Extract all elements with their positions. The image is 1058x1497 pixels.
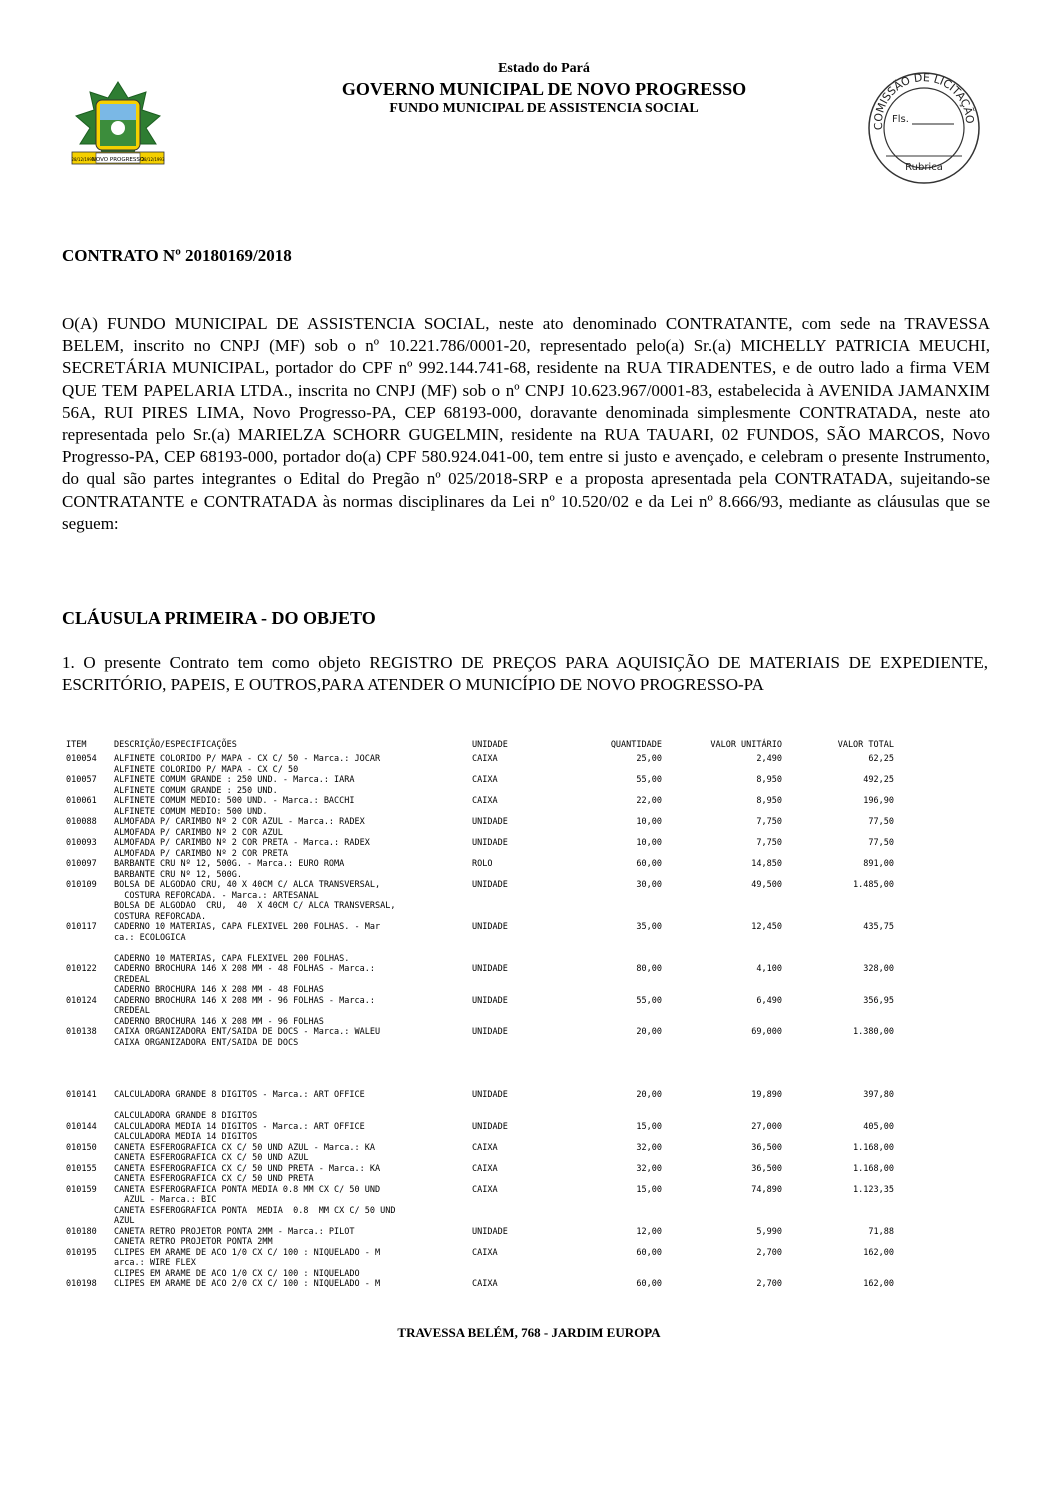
description-line: AZUL - Marca.: BIC — [114, 1195, 217, 1205]
row-item-code: 010088 — [66, 817, 97, 827]
row-unit: CAIXA — [472, 1163, 498, 1174]
row-description — [114, 1248, 474, 1280]
row-item-code: 010159 — [66, 1184, 97, 1195]
row-description — [114, 1090, 474, 1122]
svg-text:Fls.: Fls. — [892, 114, 909, 125]
row-total-value: 196,90 — [863, 796, 894, 806]
row-description — [114, 838, 474, 859]
row-unit: UNIDADE — [472, 817, 508, 827]
row-quantity: 60,00 — [636, 859, 662, 869]
row-unit-value: 49,500 — [751, 880, 782, 890]
row-unit-value: 7,750 — [756, 838, 782, 848]
header-item: ITEM — [66, 740, 87, 750]
description-line: ALFINETE COMUM MEDIO: 500 UND. - Marca.: BACCHI — [114, 796, 355, 806]
table-row — [60, 796, 900, 817]
row-description — [114, 817, 474, 838]
description-line: CREDEAL — [114, 974, 150, 985]
row-quantity: 60,00 — [636, 1247, 662, 1258]
header-fund: FUNDO MUNICIPAL DE ASSISTENCIA SOCIAL — [389, 101, 699, 116]
row-unit: ROLO — [472, 859, 493, 869]
row-unit-value: 6,490 — [756, 995, 782, 1006]
description-line: COSTURA REFORCADA. - Marca.: ARTESANAL — [114, 890, 319, 901]
row-description — [114, 996, 474, 1028]
row-item-code: 010198 — [66, 1279, 97, 1289]
table-row — [60, 996, 900, 1028]
description-line: arca.: WIRE FLEX — [114, 1258, 196, 1268]
row-quantity: 55,00 — [636, 775, 662, 785]
row-item-code: 010195 — [66, 1247, 97, 1258]
clause-one-title: CLÁUSULA PRIMEIRA - DO OBJETO — [62, 608, 376, 628]
row-quantity: 20,00 — [636, 1027, 662, 1037]
description-line: CLIPES EM ARAME DE ACO 2/0 CX C/ 100 : NIQUELADO - M — [114, 1279, 381, 1289]
header-unit-value: VALOR UNITÁRIO — [710, 740, 782, 750]
description-line: COSTURA REFORCADA. — [114, 911, 207, 922]
row-unit: CAIXA — [472, 1247, 498, 1258]
description-line: CADERNO 10 MATERIAS, CAPA FLEXIVEL 200 FOLHAS. — [114, 953, 350, 964]
row-total-value: 492,25 — [863, 775, 894, 785]
description-line: ALMOFADA P/ CARIMBO Nº 2 COR AZUL - Marca.: RADEX — [114, 817, 365, 827]
description-line: CADERNO BROCHURA 146 X 208 MM - 48 FOLHAS — [114, 985, 324, 995]
description-line: CALCULADORA GRANDE 8 DIGITOS — [114, 1111, 258, 1121]
row-item-code: 010097 — [66, 859, 97, 869]
table-row — [60, 1164, 900, 1185]
row-total-value: 1.168,00 — [853, 1142, 894, 1153]
description-line: CAIXA ORGANIZADORA ENT/SAIDA DE DOCS — [114, 1037, 299, 1048]
description-line: CREDEAL — [114, 1006, 150, 1016]
row-total-value: 1.380,00 — [853, 1027, 894, 1037]
row-quantity: 12,00 — [636, 1226, 662, 1237]
clause-one-text: 1. O presente Contrato tem como objeto REGISTRO DE PREÇOS PARA AQUISIÇÃO DE MATERIAIS DE EXPEDIENTE, ESCRITÓRIO, PAPEIS, E OUTROS,PARA ATENDER O MUNICÍPIO DE NOVO PROGRESSO-PA — [62, 653, 988, 694]
row-total-value: 62,25 — [868, 754, 894, 764]
row-description — [114, 859, 474, 880]
row-total-value: 1.168,00 — [853, 1163, 894, 1174]
row-description — [114, 754, 474, 775]
description-line — [114, 1101, 474, 1112]
row-total-value: 328,00 — [863, 964, 894, 974]
description-line: ALFINETE COMUM GRANDE : 250 UND. - Marca.: IARA — [114, 775, 355, 785]
header-government: GOVERNO MUNICIPAL DE NOVO PROGRESSO — [341, 79, 747, 99]
table-row — [60, 1248, 900, 1280]
svg-text:28/12/1993: 28/12/1993 — [71, 157, 95, 162]
description-line — [114, 1069, 474, 1080]
row-quantity: 22,00 — [636, 796, 662, 806]
header-total-value: VALOR TOTAL — [837, 740, 894, 750]
description-line — [114, 1059, 474, 1070]
description-line: CLIPES EM ARAME DE ACO 1/0 CX C/ 100 : NIQUELADO - M — [114, 1247, 381, 1258]
row-unit-value: 5,990 — [756, 1226, 782, 1237]
description-line: ALFINETE COLORIDO P/ MAPA - CX C/ 50 - Marca.: JOCAR — [114, 754, 381, 764]
row-unit-value: 4,100 — [756, 964, 782, 974]
items-table-body — [60, 754, 900, 1290]
items-table-header — [60, 740, 900, 754]
row-description — [114, 796, 474, 817]
table-row — [60, 1027, 900, 1090]
row-unit-value: 27,000 — [751, 1121, 782, 1132]
footer-address: TRAVESSA BELÉM, 768 - JARDIM EUROPA — [397, 1325, 661, 1340]
row-total-value: 356,95 — [863, 995, 894, 1006]
row-quantity: 60,00 — [636, 1279, 662, 1289]
table-row — [60, 754, 900, 775]
description-line: BARBANTE CRU Nº 12, 500G. — [114, 869, 242, 880]
description-line: CANETA RETRO PROJETOR PONTA 2MM - Marca.: PILOT — [114, 1226, 355, 1237]
row-item-code: 010061 — [66, 796, 97, 806]
row-unit: CAIXA — [472, 796, 498, 806]
row-quantity: 15,00 — [636, 1121, 662, 1132]
header-state: Estado do Pará — [498, 61, 590, 76]
description-line: CADERNO 10 MATERIAS, CAPA FLEXIVEL 200 FOLHAS. - Mar — [114, 922, 381, 932]
row-total-value: 77,50 — [868, 817, 894, 827]
description-line: CAIXA ORGANIZADORA ENT/SAIDA DE DOCS - Marca.: WALEU — [114, 1027, 381, 1037]
description-line: CLIPES EM ARAME DE ACO 1/0 CX C/ 100 : NIQUELADO — [114, 1268, 360, 1279]
table-row — [60, 964, 900, 996]
row-unit-value: 14,850 — [751, 859, 782, 869]
row-description — [114, 922, 474, 964]
row-item-code: 010144 — [66, 1121, 97, 1132]
description-line: CANETA ESFEROGRAFICA CX C/ 50 UND PRETA — [114, 1174, 314, 1184]
contract-title: CONTRATO Nº 20180169/2018 — [62, 246, 292, 265]
description-line: ALMOFADA P/ CARIMBO Nº 2 COR PRETA - Marca.: RADEX — [114, 838, 370, 848]
contract-intro-paragraph: O(A) FUNDO MUNICIPAL DE ASSISTENCIA SOCIAL, neste ato denominado CONTRATANTE, com sede na TRAVESSA BELEM, inscrito no CNPJ (MF) sob o nº 10.221.786/0001-20, representado pelo(a) Sr.(a) MICHELLY PATRICIA MEUCHI, SECRETÁRIA MUNICIPAL, portador do CPF nº 992.144.741-68, residente na RUA TIRADENTES, e de outro lado a firma VEM QUE TEM PAPELARIA LTDA., inscrita no CNPJ (MF) sob o nº CNPJ 10.623.967/0001-83, estabelecida à AVENIDA JAMANXIM 56A, RUI PIRES LIMA, Novo Progresso-PA, CEP 68193-000, doravante denominada simplesmente CONTRATADA, neste ato representada pelo Sr.(a) MARIELZA SCHORR GUGELMIN, residente na RUA TAUARI, 02 FUNDOS, SÃO MARCOS, Novo Progresso-PA, CEP 68193-000, portador do(a) CPF 580.924.041-00, tem entre si justo e avençado, e celebram o presente Instrumento, do qual são partes integrantes o Edital do Pregão nº 025/2018-SRP e a proposta apresentada pela CONTRATADA, sujeitando-se CONTRATANTE e CONTRATADA às normas disciplinares da Lei nº 10.520/02 e da Lei nº 8.666/93, mediante as cláusulas que se seguem: — [62, 314, 990, 533]
description-line — [114, 943, 474, 954]
svg-text:Rubrica: Rubrica — [905, 162, 943, 173]
row-description — [114, 1185, 474, 1227]
row-description — [114, 1027, 474, 1090]
description-line — [114, 1048, 474, 1059]
items-table — [60, 740, 900, 1290]
row-unit-value: 12,450 — [751, 922, 782, 932]
row-unit: UNIDADE — [472, 1121, 508, 1132]
table-row — [60, 922, 900, 964]
row-description — [114, 1279, 474, 1290]
row-unit-value: 7,750 — [756, 817, 782, 827]
row-unit-value: 2,700 — [756, 1247, 782, 1258]
row-item-code: 010117 — [66, 922, 97, 932]
row-unit: UNIDADE — [472, 964, 508, 974]
description-line: ALFINETE COMUM GRANDE : 250 UND. — [114, 785, 278, 796]
row-item-code: 010124 — [66, 995, 97, 1006]
row-description — [114, 964, 474, 996]
row-quantity: 20,00 — [636, 1090, 662, 1100]
header-unit: UNIDADE — [472, 740, 508, 750]
description-line: CANETA ESFEROGRAFICA CX C/ 50 UND AZUL - Marca.: KA — [114, 1142, 375, 1153]
description-line: CANETA RETRO PROJETOR PONTA 2MM — [114, 1237, 273, 1247]
bidding-commission-stamp — [866, 70, 982, 186]
description-line: CALCULADORA GRANDE 8 DIGITOS - Marca.: ART OFFICE — [114, 1090, 365, 1100]
description-line: CANETA ESFEROGRAFICA CX C/ 50 UND PRETA - Marca.: KA — [114, 1163, 381, 1174]
row-item-code: 010180 — [66, 1226, 97, 1237]
description-line: BARBANTE CRU Nº 12, 500G. - Marca.: EURO ROMA — [114, 859, 345, 869]
description-line: CADERNO BROCHURA 146 X 208 MM - 48 FOLHAS - Marca.: — [114, 964, 375, 974]
row-unit: UNIDADE — [472, 1027, 508, 1037]
description-line: AZUL — [114, 1216, 135, 1226]
header-quantity: QUANTIDADE — [610, 740, 662, 750]
description-line: CANETA ESFEROGRAFICA CX C/ 50 UND AZUL — [114, 1153, 309, 1163]
row-item-code: 010093 — [66, 838, 97, 848]
table-row — [60, 775, 900, 796]
svg-text:COMISSÃO DE LICITAÇÃO: COMISSÃO DE LICITAÇÃO — [871, 71, 977, 131]
row-unit: CAIXA — [472, 1184, 498, 1195]
row-unit: UNIDADE — [472, 995, 508, 1006]
row-quantity: 32,00 — [636, 1163, 662, 1174]
row-total-value: 405,00 — [863, 1121, 894, 1132]
row-description — [114, 1164, 474, 1185]
row-unit: CAIXA — [472, 1142, 498, 1153]
row-unit-value: 69,000 — [751, 1027, 782, 1037]
row-item-code: 010155 — [66, 1163, 97, 1174]
row-quantity: 32,00 — [636, 1142, 662, 1153]
description-line: CADERNO BROCHURA 146 X 208 MM - 96 FOLHAS - Marca.: — [114, 995, 375, 1006]
table-row — [60, 1185, 900, 1227]
row-unit-value: 19,890 — [751, 1090, 782, 1100]
row-total-value: 1.485,00 — [853, 880, 894, 890]
table-row — [60, 880, 900, 922]
row-quantity: 10,00 — [636, 838, 662, 848]
row-description — [114, 1143, 474, 1164]
description-line: ca.: ECOLOGICA — [114, 932, 186, 943]
row-item-code: 010122 — [66, 964, 97, 974]
row-item-code: 010141 — [66, 1090, 97, 1100]
row-quantity: 80,00 — [636, 964, 662, 974]
row-total-value: 435,75 — [863, 922, 894, 932]
description-line: ALFINETE COMUM MEDIO: 500 UND. — [114, 806, 268, 817]
table-row — [60, 1227, 900, 1248]
row-description — [114, 775, 474, 796]
row-total-value: 71,88 — [868, 1226, 894, 1237]
row-item-code: 010054 — [66, 754, 97, 764]
table-row — [60, 817, 900, 838]
table-row — [60, 1279, 900, 1290]
row-total-value: 162,00 — [863, 1247, 894, 1258]
description-line: CADERNO BROCHURA 146 X 208 MM - 96 FOLHAS — [114, 1016, 324, 1027]
table-row — [60, 838, 900, 859]
row-item-code: 010057 — [66, 775, 97, 785]
description-line: BOLSA DE ALGODAO CRU, 40 X 40CM C/ ALCA TRANSVERSAL, — [114, 880, 381, 890]
row-unit: UNIDADE — [472, 880, 508, 890]
row-unit-value: 36,500 — [751, 1142, 782, 1153]
row-quantity: 10,00 — [636, 817, 662, 827]
row-quantity: 55,00 — [636, 995, 662, 1006]
row-unit-value: 8,950 — [756, 775, 782, 785]
row-unit-value: 8,950 — [756, 796, 782, 806]
description-line — [114, 1080, 474, 1091]
row-unit: CAIXA — [472, 1279, 498, 1289]
svg-text:NOVO PROGRESSO: NOVO PROGRESSO — [91, 157, 145, 163]
table-row — [60, 859, 900, 880]
row-unit-value: 2,490 — [756, 754, 782, 764]
row-unit-value: 2,700 — [756, 1279, 782, 1289]
svg-text:28/12/1993: 28/12/1993 — [141, 157, 165, 162]
row-quantity: 25,00 — [636, 754, 662, 764]
row-unit-value: 36,500 — [751, 1163, 782, 1174]
row-item-code: 010150 — [66, 1142, 97, 1153]
row-unit: UNIDADE — [472, 922, 508, 932]
row-description — [114, 1122, 474, 1143]
description-line: CALCULADORA MEDIA 14 DIGITOS - Marca.: ART OFFICE — [114, 1121, 365, 1132]
row-total-value: 1.123,35 — [853, 1184, 894, 1195]
row-quantity: 30,00 — [636, 880, 662, 890]
description-line: CALCULADORA MEDIA 14 DIGITOS — [114, 1132, 258, 1142]
row-unit: CAIXA — [472, 754, 498, 764]
description-line: ALMOFADA P/ CARIMBO Nº 2 COR AZUL — [114, 827, 283, 838]
row-unit: UNIDADE — [472, 1226, 508, 1237]
table-row — [60, 1143, 900, 1164]
row-quantity: 15,00 — [636, 1184, 662, 1195]
table-row — [60, 1090, 900, 1122]
row-description — [114, 880, 474, 922]
description-line: BOLSA DE ALGODAO CRU, 40 X 40CM C/ ALCA TRANSVERSAL, — [114, 901, 396, 911]
row-unit-value: 74,890 — [751, 1184, 782, 1195]
row-total-value: 77,50 — [868, 838, 894, 848]
table-row — [60, 1122, 900, 1143]
row-item-code: 010109 — [66, 880, 97, 890]
description-line: ALMOFADA P/ CARIMBO Nº 2 COR PRETA — [114, 848, 288, 859]
row-total-value: 891,00 — [863, 859, 894, 869]
row-item-code: 010138 — [66, 1027, 97, 1037]
row-unit: UNIDADE — [472, 838, 508, 848]
row-description — [114, 1227, 474, 1248]
row-total-value: 397,80 — [863, 1090, 894, 1100]
description-line: CANETA ESFEROGRAFICA PONTA MEDIA 0.8 MM CX C/ 50 UND — [114, 1184, 381, 1195]
description-line: CANETA ESFEROGRAFICA PONTA MEDIA 0.8 MM CX C/ 50 UND — [114, 1205, 396, 1216]
row-unit: UNIDADE — [472, 1090, 508, 1100]
description-line: ALFINETE COLORIDO P/ MAPA - CX C/ 50 — [114, 764, 299, 775]
row-unit: CAIXA — [472, 775, 498, 785]
row-quantity: 35,00 — [636, 922, 662, 932]
row-total-value: 162,00 — [863, 1279, 894, 1289]
header-description: DESCRIÇÃO/ESPECIFICAÇÕES — [114, 740, 237, 750]
